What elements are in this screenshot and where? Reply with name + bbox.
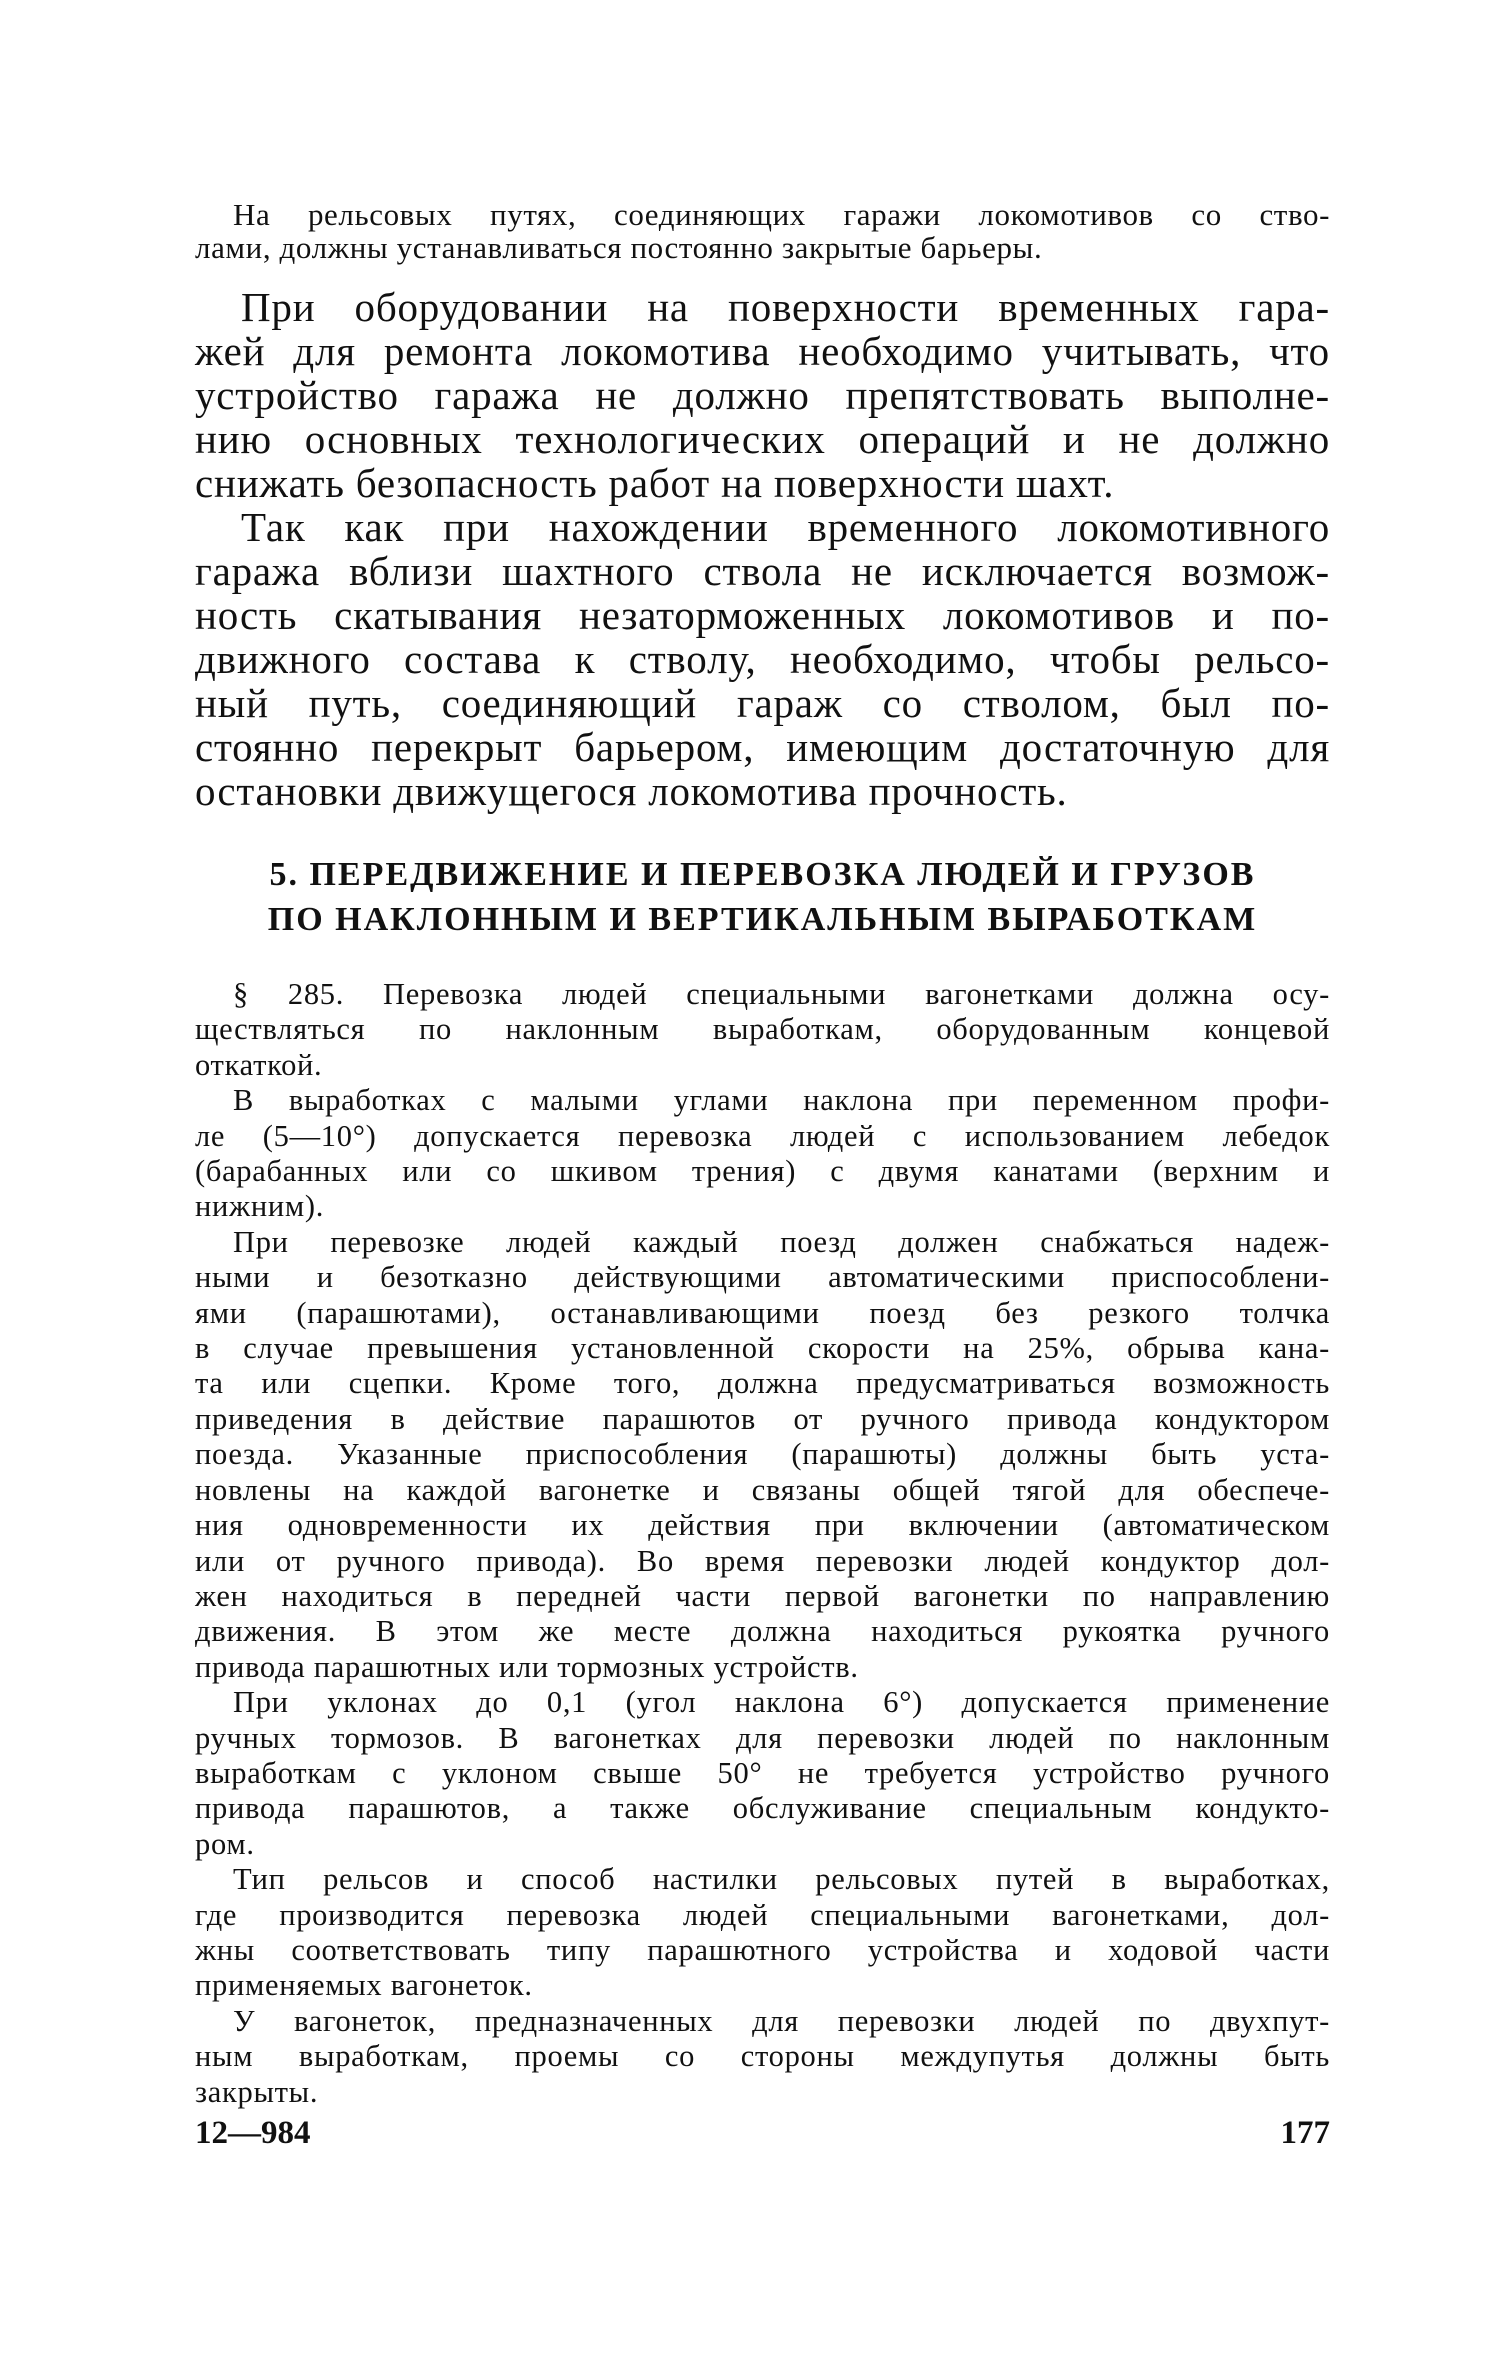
text-line: движения. В этом же месте должна находиться рукоятка ручного xyxy=(195,1614,1330,1649)
page-number: 177 xyxy=(1280,2115,1330,2151)
text-line: та или сцепки. Кроме того, должна предусматриваться возможность xyxy=(195,1366,1330,1401)
text-line: нижним). xyxy=(195,1189,325,1224)
text-line: У вагонеток, предназначенных для перевозки людей по двухпут- xyxy=(233,2003,1330,2038)
text-line: ность скатывания незаторможенных локомотивов и по- xyxy=(195,592,1330,638)
text-line: ния одновременности их действия при включении (автоматическом xyxy=(195,1508,1330,1543)
text-line: в случае превышения установленной скорости на 25%, обрыва кана- xyxy=(195,1331,1330,1366)
text-line: гаража вблизи шахтного ствола не исключается возмож- xyxy=(195,548,1330,594)
text-line: поезда. Указанные приспособления (парашюты) должны быть уста- xyxy=(195,1437,1330,1472)
text-line: Тип рельсов и способ настилки рельсовых путей в выработках, xyxy=(233,1862,1330,1897)
paragraph xyxy=(195,1685,1330,1862)
intro-paragraphs xyxy=(195,198,1330,264)
text-line: ями (парашютами), останавливающими поезд без резкого толчка xyxy=(195,1295,1330,1330)
text-line: привода парашютных или тормозных устройств. xyxy=(195,1649,859,1684)
text-line: При оборудовании на поверхности временных гара- xyxy=(241,284,1330,330)
text-line: При уклонах до 0,1 (угол наклона 6°) допускается применение xyxy=(233,1685,1330,1720)
text-line: (барабанных или со шкивом трения) с двумя канатами (верхним и xyxy=(195,1154,1330,1189)
text-line: На рельсовых путях, соединяющих гаражи локомотивов со ство- xyxy=(233,197,1330,232)
text-line: выработкам с уклоном свыше 50° не требуется устройство ручного xyxy=(195,1755,1330,1790)
paragraph xyxy=(195,198,1330,264)
text-line: В выработках с малыми углами наклона при переменном профи- xyxy=(233,1083,1330,1118)
paragraph xyxy=(195,2004,1330,2110)
text-line: лами, должны устанавливаться постоянно закрытые барьеры. xyxy=(195,230,1043,265)
text-line: ществляться по наклонным выработкам, оборудованным концевой xyxy=(195,1012,1330,1047)
section-body xyxy=(195,977,1330,2110)
text-line: привода парашютов, а также обслуживание специальным кондукто- xyxy=(195,1791,1330,1826)
text-line: ным выработкам, проемы со стороны междупутья должны быть xyxy=(195,2039,1330,2074)
section-heading xyxy=(195,852,1330,942)
text-line: жей для ремонта локомотива необходимо учитывать, что xyxy=(195,328,1330,374)
text-line: остановки движущегося локомотива прочность. xyxy=(195,768,1068,814)
text-line: ными и безотказно действующими автоматическими приспособлени- xyxy=(195,1260,1330,1295)
section-heading-line-2: ПО НАКЛОННЫМ И ВЕРТИКАЛЬНЫМ ВЫРАБОТКАМ xyxy=(267,901,1258,938)
text-line: где производится перевозка людей специальными вагонетками, дол- xyxy=(195,1897,1330,1932)
paragraph xyxy=(195,977,1330,1083)
text-line: приведения в действие парашютов от ручного привода кондуктором xyxy=(195,1401,1330,1436)
text-line: При перевозке людей каждый поезд должен снабжаться надеж- xyxy=(233,1224,1330,1259)
text-line: стоянно перекрыт барьером, имеющим достаточную для xyxy=(195,724,1330,770)
text-line: движного состава к стволу, необходимо, чтобы рельсо- xyxy=(195,636,1330,682)
text-line: снижать безопасность работ на поверхности шахт. xyxy=(195,460,1115,506)
page-footer xyxy=(195,2115,1330,2152)
text-line: жен находиться в передней части первой вагонетки по направлению xyxy=(195,1578,1330,1613)
printer-signature: 12—984 xyxy=(195,2115,311,2151)
text-line: применяемых вагонеток. xyxy=(195,1968,533,2003)
text-line: закрыты. xyxy=(195,2074,319,2109)
text-line: ле (5—10°) допускается перевозка людей с использованием лебедок xyxy=(195,1118,1330,1153)
text-line: или от ручного привода). Во время перевозки людей кондуктор дол- xyxy=(195,1543,1330,1578)
paragraph xyxy=(195,1083,1330,1225)
paragraph xyxy=(195,505,1330,813)
text-line: § 285. Перевозка людей специальными вагонетками должна осу- xyxy=(233,977,1330,1011)
paragraph xyxy=(195,1862,1330,2004)
main-paragraphs xyxy=(195,285,1330,813)
paragraph xyxy=(195,285,1330,505)
text-line: ный путь, соединяющий гараж со стволом, был по- xyxy=(195,680,1330,726)
text-line: новлены на каждой вагонетке и связаны общей тягой для обеспече- xyxy=(195,1472,1330,1507)
text-line: ром. xyxy=(195,1826,255,1861)
paragraph xyxy=(195,1225,1330,1685)
text-line: откаткой. xyxy=(195,1047,323,1082)
text-line: нию основных технологических операций и не должно xyxy=(195,416,1330,462)
text-line: ручных тормозов. В вагонетках для перевозки людей по наклонным xyxy=(195,1720,1330,1755)
text-line: устройство гаража не должно препятствовать выполне- xyxy=(195,372,1330,418)
text-line: Так как при нахождении временного локомотивного xyxy=(241,504,1330,550)
section-heading-line-1: 5. ПЕРЕДВИЖЕНИЕ И ПЕРЕВОЗКА ЛЮДЕЙ И ГРУЗОВ xyxy=(269,856,1256,893)
text-line: жны соответствовать типу парашютного устройства и ходовой части xyxy=(195,1932,1330,1967)
